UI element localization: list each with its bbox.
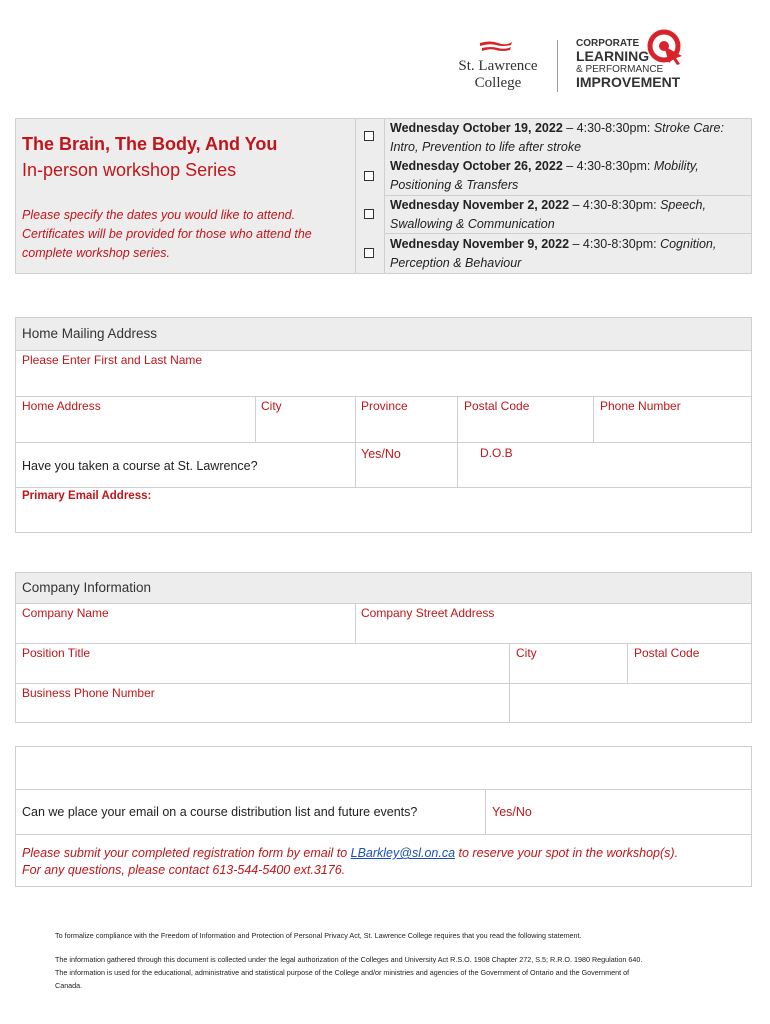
session-3: Wednesday November 2, 2022 – 4:30-8:30pm: Speech, Swallowing & Communication [390,198,706,231]
session-checkbox-1[interactable] [364,131,374,141]
email-link[interactable]: LBarkley@sl.on.ca [350,846,456,860]
workshop-instructions: Please specify the dates you would like to attend. Certificates will be provided for those who attend the complete workshop series. [22,208,312,260]
distribution-yes-no-field[interactable]: Yes/No [492,805,532,819]
workshop-title: The Brain, The Body, And You [22,134,278,154]
session-1: Wednesday October 19, 2022 – 4:30-8:30pm: Stroke Care: Intro, Prevention to life after stroke [390,121,724,154]
company-section-title: Company Information [22,580,152,595]
privacy-statement-line2: The information is used for the educational, administrative and statistical purpose of the College and/or ministries and agencies of the Government of Ontario and the Government of [55,968,630,977]
session-2: Wednesday October 26, 2022 – 4:30-8:30pm: Mobility, Positioning & Transfers [390,159,699,192]
mailing-section-title: Home Mailing Address [22,326,158,341]
division-logo: CORPORATE LEARNING & PERFORMANCE IMPROVEMENT [576,38,696,96]
flag-icon [478,40,514,56]
dob-field[interactable]: D.O.B [480,446,513,460]
distribution-question: Can we place your email on a course distribution list and future events? [22,805,418,819]
privacy-notice: To formalize compliance with the Freedom of Information and Protection of Personal Privacy Act, St. Lawrence College requires that you read the following statement. [55,931,582,940]
course-question: Have you taken a course at St. Lawrence? [22,459,258,473]
submit-instructions: Please submit your completed registration form by email to LBarkley@sl.on.ca to reserve your spot in the workshop(s). [22,846,679,860]
session-checkbox-2[interactable] [364,171,374,181]
privacy-statement-line1: The information gathered through this document is collected under the legal authorization of the Colleges and University Act R.S.O. 1908 Chapter 272, S.5; R.R.O. 1980 Regulation 640. [55,955,643,964]
full-name-field[interactable]: Please Enter First and Last Name [22,353,203,367]
phone-number-field[interactable]: Phone Number [600,399,681,413]
privacy-statement-line3: Canada. [55,981,83,990]
target-arrow-icon [646,26,686,66]
contact-info: For any questions, please contact 613-544-5400 ext.3176. [22,863,346,877]
workshop-subtitle: In-person workshop Series [22,160,237,180]
course-yes-no-field[interactable]: Yes/No [361,447,401,461]
city-field[interactable]: City [261,399,282,413]
company-street-address-field[interactable]: Company Street Address [361,606,495,620]
company-postal-code-field[interactable]: Postal Code [634,646,700,660]
province-field[interactable]: Province [361,399,408,413]
session-checkbox-3[interactable] [364,209,374,219]
business-phone-field[interactable]: Business Phone Number [22,686,155,700]
logo-divider [557,40,558,92]
primary-email-field[interactable]: Primary Email Address: [22,490,152,502]
company-name-field[interactable]: Company Name [22,606,109,620]
postal-code-field[interactable]: Postal Code [464,399,530,413]
session-4: Wednesday November 9, 2022 – 4:30-8:30pm: Cognition, Perception & Behaviour [390,237,717,270]
session-checkbox-4[interactable] [364,248,374,258]
college-name: St. Lawrence College [458,58,538,91]
college-logo [448,38,548,96]
company-city-field[interactable]: City [516,646,537,660]
position-title-field[interactable]: Position Title [22,646,91,660]
home-address-field[interactable]: Home Address [22,399,101,413]
